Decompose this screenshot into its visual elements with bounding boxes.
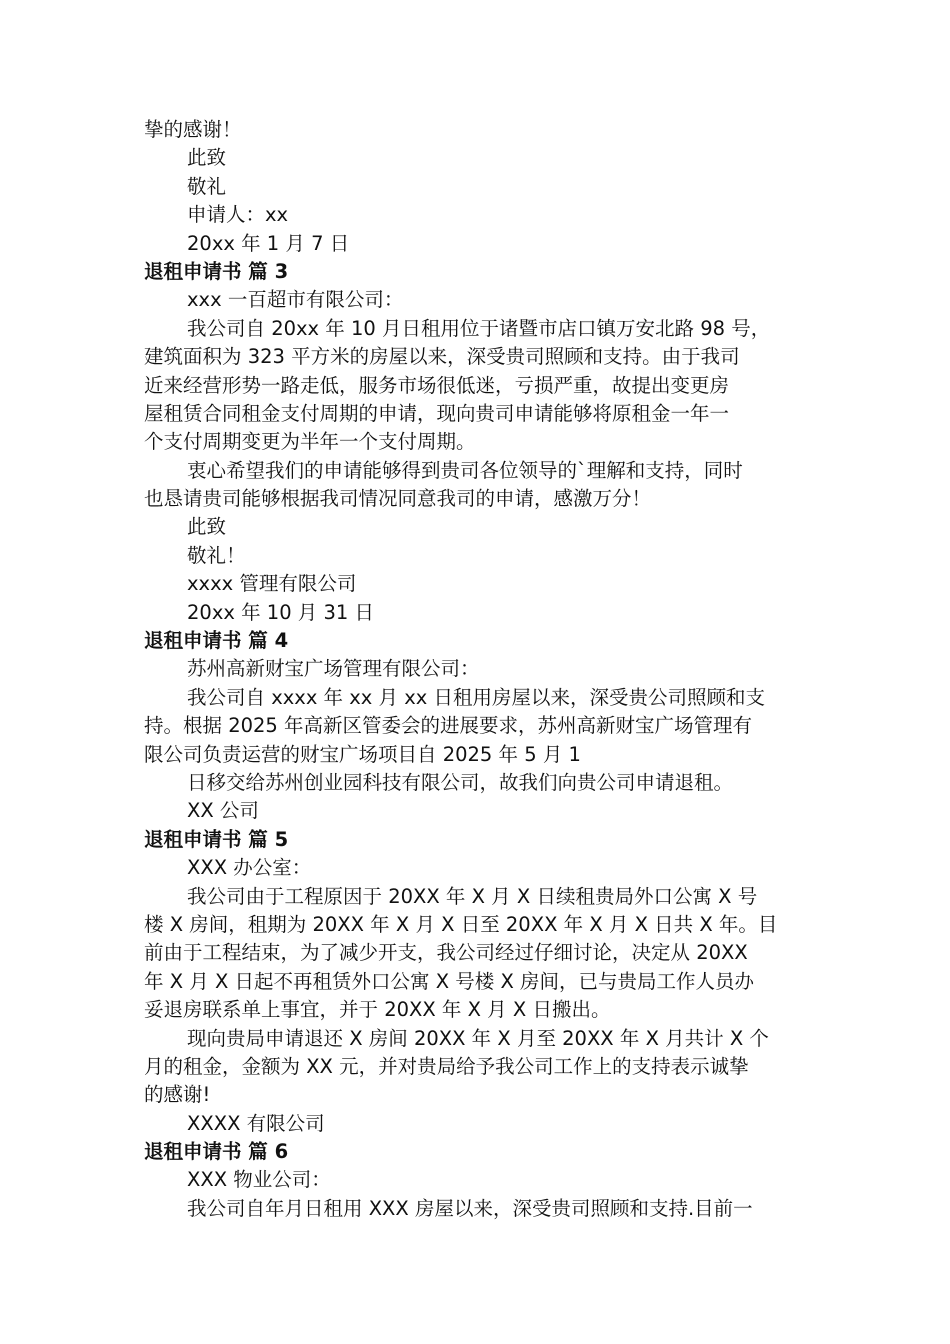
- text-line: 20xx 年 1 月 7 日: [187, 231, 350, 255]
- text-line: 敬礼！: [187, 543, 246, 567]
- text-line: 苏州高新财宝广场管理有限公司：: [187, 657, 480, 681]
- text-line: xxxx 管理有限公司: [187, 572, 357, 596]
- text-line: 楼 X 房间，租期为 20XX 年 X 月 X 日至 20XX 年 X 月 X 日共 X 年。目: [144, 912, 778, 936]
- text-line: 也恳请贵司能够根据我司情况同意我司的申请，感激万分！: [144, 487, 652, 511]
- text-line: 持。根据 2025 年高新区管委会的进展要求，苏州高新财宝广场管理有: [144, 714, 753, 738]
- text-line: 此致: [187, 146, 227, 170]
- text-line: 现向贵局申请退还 X 房间 20XX 年 X 月至 20XX 年 X 月共计 X 个: [187, 1026, 769, 1050]
- text-line: 我公司自 20xx 年 10 月日租用位于诸暨市店口镇万安北路 98 号，: [187, 316, 771, 340]
- text-line: 申请人：xx: [187, 203, 289, 227]
- text-line: 前由于工程结束，为了减少开支，我公司经过仔细讨论，决定从 20XX: [144, 941, 748, 965]
- text-line: XXXX 有限公司: [187, 1111, 325, 1135]
- text-line: 我公司自 xxxx 年 xx 月 xx 日租用房屋以来，深受贵公司照顾和支: [187, 685, 766, 709]
- text-line: 挚的感谢！: [144, 118, 242, 141]
- text-line: 限公司负责运营的财宝广场项目自 2025 年 5 月 1: [144, 742, 581, 766]
- text-line: 我公司自年月日租用 XXX 房屋以来，深受贵司照顾和支持.目前一: [187, 1196, 753, 1220]
- document-page: [144, 116, 810, 1223]
- section-heading: 退租申请书 篇 3: [144, 259, 289, 283]
- text-line: XX 公司: [187, 799, 259, 823]
- text-line: 月的租金，金额为 XX 元，并对贵局给予我公司工作上的支持表示诚挚: [144, 1054, 749, 1078]
- text-line: 个支付周期变更为半年一个支付周期。: [144, 430, 476, 454]
- text-line: 的感谢!: [144, 1083, 211, 1107]
- text-line: XXX 物业公司：: [187, 1168, 331, 1192]
- text-line: XXX 办公室：: [187, 856, 312, 880]
- text-line: 近来经营形势一路走低，服务市场很低迷，亏损严重，故提出变更房: [144, 373, 730, 397]
- text-line: 20xx 年 10 月 31 日: [187, 600, 375, 624]
- text-line: 日移交给苏州创业园科技有限公司，故我们向贵公司申请退租。: [187, 770, 734, 794]
- text-line: 年 X 月 X 日起不再租赁外口公寓 X 号楼 X 房间，已与贵局工作人员办: [144, 969, 755, 993]
- section-heading: 退租申请书 篇 6: [144, 1140, 289, 1164]
- text-line: 此致: [187, 515, 227, 539]
- text-line: xxx 一百超市有限公司：: [187, 288, 404, 312]
- text-line: 妥退房联系单上事宜，并于 20XX 年 X 月 X 日搬出。: [144, 998, 611, 1022]
- section-heading: 退租申请书 篇 5: [144, 827, 289, 851]
- text-line: 衷心希望我们的申请能够得到贵司各位领导的`理解和支持，同时: [187, 458, 743, 482]
- text-line: 敬礼: [187, 174, 227, 198]
- section-heading: 退租申请书 篇 4: [144, 629, 289, 653]
- text-line: 屋租赁合同租金支付周期的申请，现向贵司申请能够将原租金一年一: [144, 401, 730, 425]
- text-line: 我公司由于工程原因于 20XX 年 X 月 X 日续租贵局外口公寓 X 号: [187, 884, 758, 908]
- text-line: 建筑面积为 323 平方米的房屋以来，深受贵司照顾和支持。由于我司: [144, 345, 740, 369]
